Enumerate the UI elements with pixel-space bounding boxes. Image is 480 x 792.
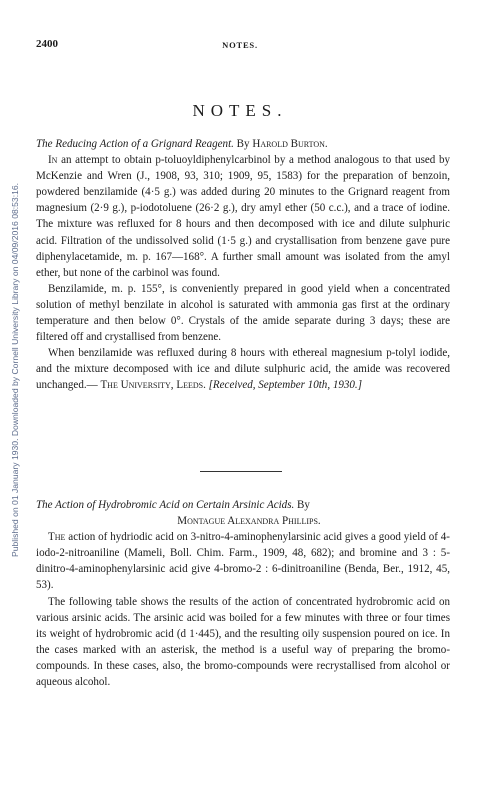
note-heading xyxy=(36,497,450,513)
note-by: By xyxy=(297,499,310,511)
running-head: NOTES. xyxy=(222,40,258,50)
received-date: [Received, September 10th, 1930.] xyxy=(208,379,362,392)
paragraph-text: an attempt to obtain p-toluoyldiphenylcarbinol by a method analogous to that used by McKenzie and Wren (J., 1908, 93, 310; 1909, 95, 1583) for the preparation of benzoin, powdered benzilamide (4·5 g.) was added during 20 minutes to the Grignard reagent from magnesium (2·9 g.), p-iodotoluene (26·2 g.), dry amyl ether (50 c.c.), and a trace of iodine. The mixture was refluxed for 8 hours and then decomposed with ice and dilute sulphuric acid. Filtration of the undissolved solid (1·5 g.) and crystallisation from benzene gave pure diphenylacetamide, m. p. 167—168°. A further small amount was isolated from the amyl ether, but none of the carbinol was found. xyxy=(36,154,450,279)
affiliation: The University, Leeds. xyxy=(100,379,206,392)
note-by: By xyxy=(236,138,250,150)
note-burton xyxy=(36,136,450,394)
page-number: 2400 xyxy=(36,38,58,50)
paragraph-lead: In xyxy=(48,154,58,167)
note-paragraph: Benzilamide, m. p. 155°, is conveniently prepared in good yield when a concentrated solution of methyl benzilate in alcohol is saturated with ammonia gas first at the ordinary temperature and then below 0°. Crystals of the amide separate during 3 days; these are filtered off and crystallised from benzene. xyxy=(36,282,450,344)
note-phillips xyxy=(36,497,450,690)
paragraph-lead: The xyxy=(48,531,66,544)
note-paragraph: The following table shows the results of the action of concentrated hydrobromic acid on various arsinic acids. The arsinic acid was boiled for a few minutes with three or four times its weight of hydrobromic acid (d 1·445), and the resulting oily suspension poured on ice. In the cases marked with an asterisk, the method is a useful way of preparing the bromo-compounds. In these cases, also, the bromo-compounds were recrystallised from alcohol or aqueous alcohol. xyxy=(36,595,450,689)
note-author: Harold Burton. xyxy=(252,138,328,150)
note-title: The Reducing Action of a Grignard Reagent. xyxy=(36,138,234,150)
paragraph-text: When benzilamide was refluxed during 8 hours with ethereal magnesium p-tolyl iodide, and the mixture decomposed with ice and dilute sulphuric acid, the amide was recovered unchanged.— xyxy=(36,347,450,392)
section-divider xyxy=(200,471,282,472)
download-watermark xyxy=(9,70,21,670)
note-paragraph xyxy=(36,152,450,281)
paragraph-text: action of hydriodic acid on 3-nitro-4-aminophenylarsinic acid gives a good yield of 4-iodo-2-nitroaniline (Mameli, Boll. Chim. Farm., 1909, 48, 682); and bromine and 3 : 5-dinitro-4-aminophenylarsinic acid give 4-bromo-2 : 6-dinitroaniline (Benda, Ber., 1912, 45, 53). xyxy=(36,531,450,592)
note-paragraph xyxy=(36,529,450,593)
note-title: The Action of Hydrobromic Acid on Certain Arsinic Acids. xyxy=(36,499,295,511)
note-heading xyxy=(36,136,450,152)
download-watermark-text: Published on 01 January 1930. Downloaded by Cornell University Library on 04/09/2016 08:53:16. xyxy=(10,182,20,558)
section-title: NOTES. xyxy=(192,101,288,120)
note-paragraph xyxy=(36,345,450,393)
note-author: Montague Alexandra Phillips. xyxy=(177,515,321,528)
